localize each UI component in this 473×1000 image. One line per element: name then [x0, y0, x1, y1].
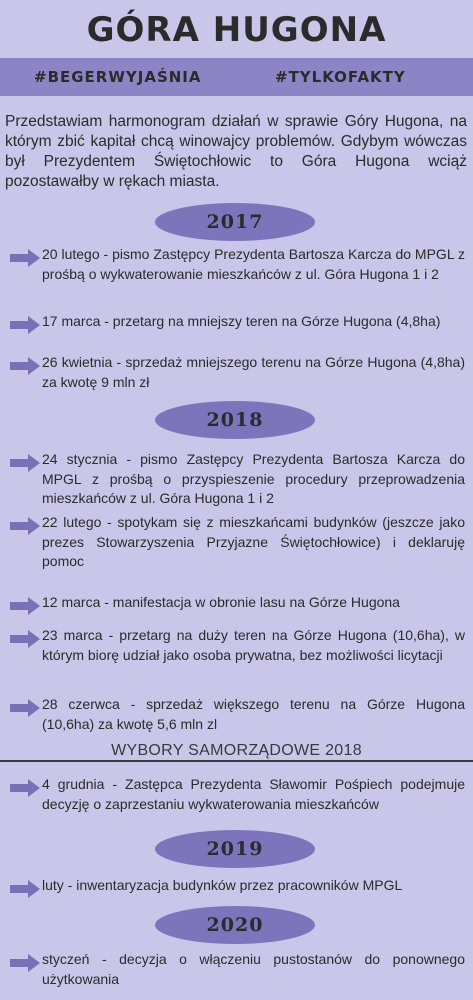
event-text: 20 lutego - pismo Zastępcy Prezydenta Bartosza Karcza do MPGL z prośbą o wykwaterowanie mieszkańców z ul. Góra Hugona 1 i 2: [42, 246, 465, 282]
hashtag-bar: [0, 58, 473, 96]
event-text: luty - inwentaryzacja budynków przez pracowników MPGL: [42, 877, 403, 893]
arrow-right-icon: [10, 880, 40, 898]
event-text: styczeń - decyzja o włączeniu pustostanów do ponownego użytkowania: [42, 951, 465, 987]
event-text: 28 czerwca - sprzedaż większego terenu na Górze Hugona (10,6ha) za kwotę 5,6 mln zl: [42, 696, 465, 732]
year-badge-2018: 2018: [155, 401, 315, 439]
election-divider: [0, 760, 473, 762]
hashtag-left: #BEGERWYJAŚNIA: [34, 68, 202, 86]
arrow-right-icon: [10, 779, 40, 797]
arrow-right-icon: [10, 249, 40, 267]
election-label: WYBORY SAMORZĄDOWE 2018: [111, 742, 362, 759]
event-text: 22 lutego - spotykam się z mieszkańcami budynków (jeszcze jako prezes Stowarzyszenia Przyjazne Świętochłowice) i deklaruję pomoc: [42, 514, 465, 569]
timeline-item: [10, 245, 465, 284]
arrow-right-icon: [10, 597, 40, 615]
timeline-item: [10, 353, 465, 392]
timeline-item: [10, 626, 465, 665]
timeline-item: [10, 593, 465, 613]
year-badge-2020: 2020: [155, 906, 315, 944]
hashtag-right: #TYLKOFAKTY: [275, 68, 406, 86]
arrow-right-icon: [10, 357, 40, 375]
arrow-right-icon: [10, 954, 40, 972]
event-text: 24 stycznia - pismo Zastępcy Prezydenta Bartosza Karcza do MPGL z prośbą o przyspieszenie procedury przeprowadzenia mieszkańców z ul. Góra Hugona 1 i 2: [42, 451, 465, 506]
event-text: 4 grudnia - Zastępca Prezydenta Sławomir Pośpiech podejmuje decyzję o zaprzestaniu wykwaterowania mieszkańców: [42, 776, 465, 812]
event-text: 26 kwietnia - sprzedaż mniejszego terenu na Górze Hugona (4,8ha) za kwotę 9 mln zł: [42, 354, 465, 390]
timeline-item: [10, 513, 465, 572]
year-badge-2017: 2017: [155, 203, 315, 241]
timeline-item: [10, 450, 465, 509]
timeline-item: [10, 695, 465, 734]
page-title: GÓRA HUGONA: [86, 10, 387, 50]
year-badge-2019: 2019: [155, 830, 315, 868]
arrow-right-icon: [10, 699, 40, 717]
event-text: 23 marca - przetarg na duży teren na Górze Hugona (10,6ha), w którym biorę udział jako osoba prywatna, bez możliwości licytacji: [42, 627, 465, 663]
timeline-item: [10, 876, 465, 896]
timeline-item: [10, 312, 465, 332]
arrow-right-icon: [10, 517, 40, 535]
arrow-right-icon: [10, 454, 40, 472]
event-text: 12 marca - manifestacja w obronie lasu na Górze Hugona: [42, 594, 400, 610]
timeline-item: [10, 950, 465, 989]
arrow-right-icon: [10, 316, 40, 334]
event-text: 17 marca - przetarg na mniejszy teren na Górze Hugona (4,8ha): [42, 313, 441, 329]
arrow-right-icon: [10, 630, 40, 648]
timeline-item: [10, 775, 465, 814]
intro-text: Przedstawiam harmonogram działań w sprawie Góry Hugona, na którym zbić kapitał chcą winowajcy problemów. Gdybym wówczas był Prezydentem Świętochłowic to Góra Hugona wciąż pozostawałby w rękach miasta.: [5, 113, 467, 190]
